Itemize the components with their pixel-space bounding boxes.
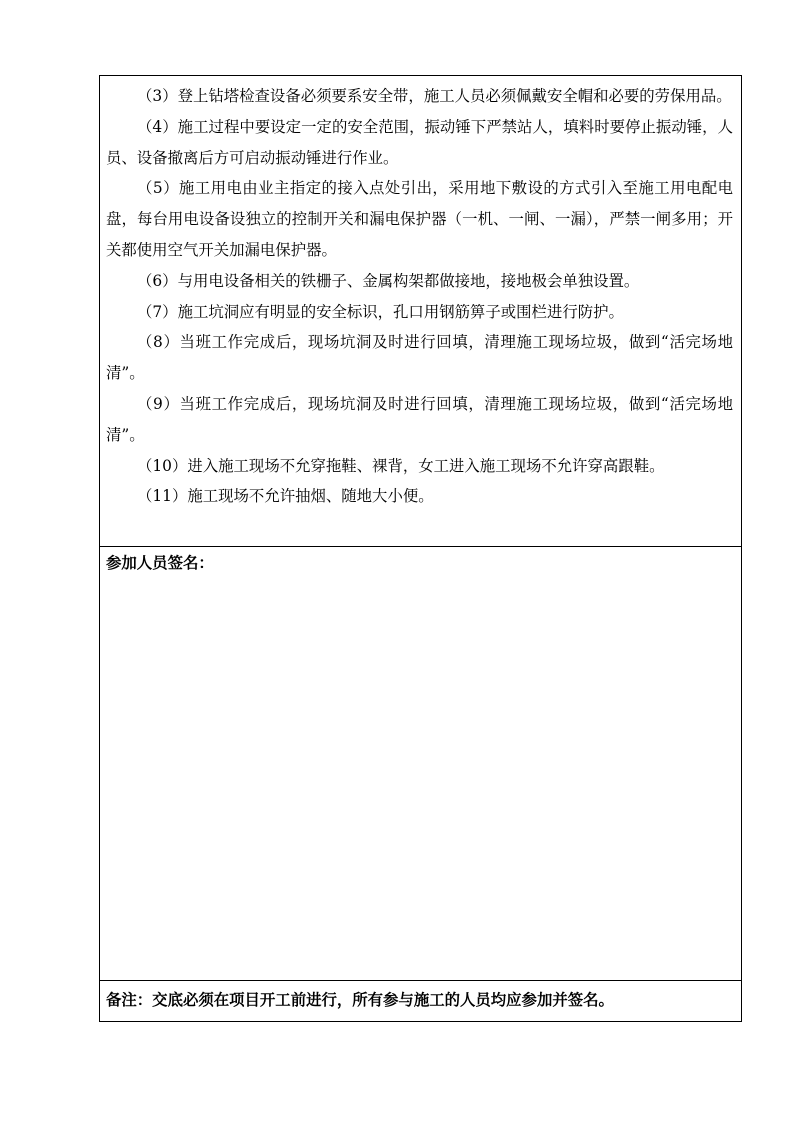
requirement-item-9: （9）当班工作完成后，现场坑洞及时进行回填，清理施工现场垃圾，做到“活完场地清”。 bbox=[106, 394, 733, 444]
note-cell bbox=[100, 981, 741, 1021]
requirement-item-4: （4）施工过程中要设定一定的安全范围，振动锤下严禁站人，填料时要停止振动锤，人员、设备撤离后方可启动振动锤进行作业。 bbox=[106, 117, 733, 167]
requirement-item-10: （10）进入施工现场不允穿拖鞋、裸背，女工进入施工现场不允许穿高跟鞋。 bbox=[137, 456, 665, 475]
note-text: 备注：交底必须在项目开工前进行，所有参与施工的人员均应参加并签名。 bbox=[106, 991, 614, 1009]
requirement-item-5: （5）施工用电由业主指定的接入点处引出，采用地下敷设的方式引入至施工用电配电盘，每台用电设备设独立的控制开关和漏电保护器（一机、一闸、一漏），严禁一闸多用；开关都使用空气开关加漏电保护器。 bbox=[106, 179, 733, 259]
signature-cell[interactable] bbox=[100, 547, 741, 981]
requirement-item-3: （3）登上钻塔检查设备必须要系安全带，施工人员必须佩戴安全帽和必要的劳保用品。 bbox=[137, 87, 732, 105]
requirement-item-7: （7）施工坑洞应有明显的安全标识，孔口用钢筋箅子或围栏进行防护。 bbox=[137, 302, 624, 321]
requirement-item-8: （8）当班工作完成后，现场坑洞及时进行回填，清理施工现场垃圾，做到“活完场地清”。 bbox=[106, 333, 733, 383]
signature-label: 参加人员签名： bbox=[106, 554, 214, 572]
requirement-item-11: （11）施工现场不允许抽烟、随地大小便。 bbox=[137, 487, 434, 506]
disclosure-table bbox=[99, 75, 742, 1022]
safety-requirements-cell bbox=[100, 76, 741, 547]
requirement-item-6: （6）与用电设备相关的铁栅子、金属构架都做接地，接地极会单独设置。 bbox=[137, 271, 640, 290]
